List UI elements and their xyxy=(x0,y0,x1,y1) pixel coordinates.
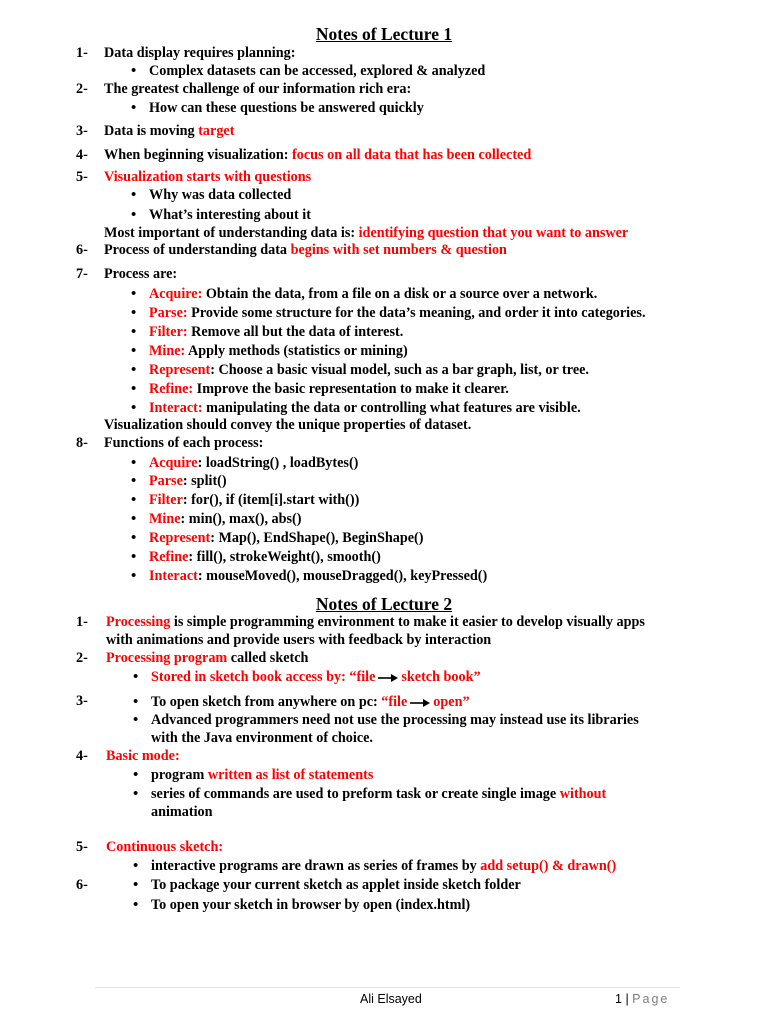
bullet: • xyxy=(133,767,139,783)
function-mine: Mine: min(), max(), abs() xyxy=(149,511,302,527)
function-acquire: Acquire: loadString() , loadBytes() xyxy=(149,455,359,471)
item-number: 6- xyxy=(76,877,88,893)
bullet-text: interactive programs are drawn as series of frames by add setup() & drawn() xyxy=(151,858,617,874)
bullet-text: To package your current sketch as applet inside sketch folder xyxy=(151,877,521,893)
bullet-text: series of commands are used to preform task or create single image without xyxy=(151,786,607,802)
bullet: • xyxy=(131,324,137,340)
item-text: Visualization should convey the unique properties of dataset. xyxy=(104,417,472,433)
function-parse: Parse: split() xyxy=(149,473,227,489)
footer-divider xyxy=(95,987,680,988)
right-arrow-icon xyxy=(409,698,431,708)
process-acquire: Acquire: Obtain the data, from a file on a disk or a source over a network. xyxy=(149,286,598,302)
bullet: • xyxy=(131,400,137,416)
process-represent: Represent: Choose a basic visual model, such as a bar graph, list, or tree. xyxy=(149,362,589,378)
item-number: 5- xyxy=(76,839,88,855)
process-filter: Filter: Remove all but the data of interest. xyxy=(149,324,404,340)
item-number: 8- xyxy=(76,435,88,451)
item-text: Data display requires planning: xyxy=(104,45,296,61)
bullet: • xyxy=(131,343,137,359)
item-text: with animations and provide users with feedback by interaction xyxy=(106,632,492,648)
lecture1-title: Notes of Lecture 1 xyxy=(315,24,453,44)
item-number: 4- xyxy=(76,748,88,764)
bullet: • xyxy=(133,786,139,802)
item-text: Processing is simple programming environment to make it easier to develop visually apps xyxy=(106,614,645,630)
bullet: • xyxy=(131,381,137,397)
bullet: • xyxy=(133,877,139,893)
bullet: • xyxy=(131,305,137,321)
bullet-text: Advanced programmers need not use the processing may instead use its libraries xyxy=(151,712,639,728)
item-number: 4- xyxy=(76,147,88,163)
item-number: 6- xyxy=(76,242,88,258)
item-text: When beginning visualization: focus on all data that has been collected xyxy=(104,147,532,163)
bullet: • xyxy=(131,187,137,203)
item-number: 7- xyxy=(76,266,88,282)
page-number: 1 xyxy=(615,992,622,1006)
item-text: Visualization starts with questions xyxy=(104,169,312,185)
bullet: • xyxy=(131,511,137,527)
item-number: 2- xyxy=(76,650,88,666)
bullet: • xyxy=(131,473,137,489)
function-refine: Refine: fill(), strokeWeight(), smooth() xyxy=(149,549,381,565)
bullet: • xyxy=(131,362,137,378)
function-filter: Filter: for(), if (item[i].start with()) xyxy=(149,492,360,508)
item-text: Most important of understanding data is: identifying question that you want to answer xyxy=(104,225,629,241)
bullet-text: Why was data collected xyxy=(149,187,292,203)
bullet: • xyxy=(131,455,137,471)
item-text: Process are: xyxy=(104,266,178,282)
process-interact: Interact: manipulating the data or controlling what features are visible. xyxy=(149,400,581,416)
process-mine: Mine: Apply methods (statistics or mining) xyxy=(149,343,408,359)
item-number: 5- xyxy=(76,169,88,185)
bullet: • xyxy=(133,669,139,685)
bullet: • xyxy=(131,100,137,116)
bullet: • xyxy=(133,897,139,913)
bullet-text: What’s interesting about it xyxy=(149,207,311,223)
bullet-text: To open your sketch in browser by open (index.html) xyxy=(151,897,471,913)
bullet: • xyxy=(131,207,137,223)
bullet: • xyxy=(133,858,139,874)
bullet: • xyxy=(131,286,137,302)
bullet-text: To open sketch from anywhere on pc: “file open” xyxy=(151,694,470,710)
item-number: 3- xyxy=(76,693,88,709)
bullet: • xyxy=(131,530,137,546)
bullet-text: with the Java environment of choice. xyxy=(151,730,373,746)
item-text: Processing program called sketch xyxy=(106,650,309,666)
item-number: 1- xyxy=(76,45,88,61)
bullet-text: program written as list of statements xyxy=(151,767,374,783)
item-text: The greatest challenge of our information rich era: xyxy=(104,81,412,97)
bullet: • xyxy=(131,568,137,584)
process-parse: Parse: Provide some structure for the data’s meaning, and order it into categories. xyxy=(149,305,646,321)
footer-author: Ali Elsayed xyxy=(360,992,422,1006)
item-number: 1- xyxy=(76,614,88,630)
bullet-text: Complex datasets can be accessed, explored & analyzed xyxy=(149,63,486,79)
item-text: Basic mode: xyxy=(106,748,180,764)
bullet-text: Stored in sketch book access by: “file sketch book” xyxy=(151,669,481,685)
function-interact: Interact: mouseMoved(), mouseDragged(), keyPressed() xyxy=(149,568,488,584)
bullet: • xyxy=(133,712,139,728)
page-word: Page xyxy=(632,992,670,1006)
item-number: 2- xyxy=(76,81,88,97)
bullet: • xyxy=(131,549,137,565)
right-arrow-icon xyxy=(377,673,399,683)
bullet-text: animation xyxy=(151,804,213,820)
bullet: • xyxy=(131,63,137,79)
item-number: 3- xyxy=(76,123,88,139)
process-refine: Refine: Improve the basic representation to make it clearer. xyxy=(149,381,509,397)
bullet: • xyxy=(131,492,137,508)
item-text: Data is moving target xyxy=(104,123,235,139)
item-text: Continuous sketch: xyxy=(106,839,224,855)
function-represent: Represent: Map(), EndShape(), BeginShape() xyxy=(149,530,424,546)
lecture2-title: Notes of Lecture 2 xyxy=(315,594,453,614)
footer-page-indicator xyxy=(615,991,669,1007)
bullet-text: How can these questions be answered quickly xyxy=(149,100,424,116)
page-separator: | xyxy=(625,992,629,1006)
item-text: Process of understanding data begins with set numbers & question xyxy=(104,242,507,258)
bullet: • xyxy=(133,694,139,710)
item-text: Functions of each process: xyxy=(104,435,264,451)
